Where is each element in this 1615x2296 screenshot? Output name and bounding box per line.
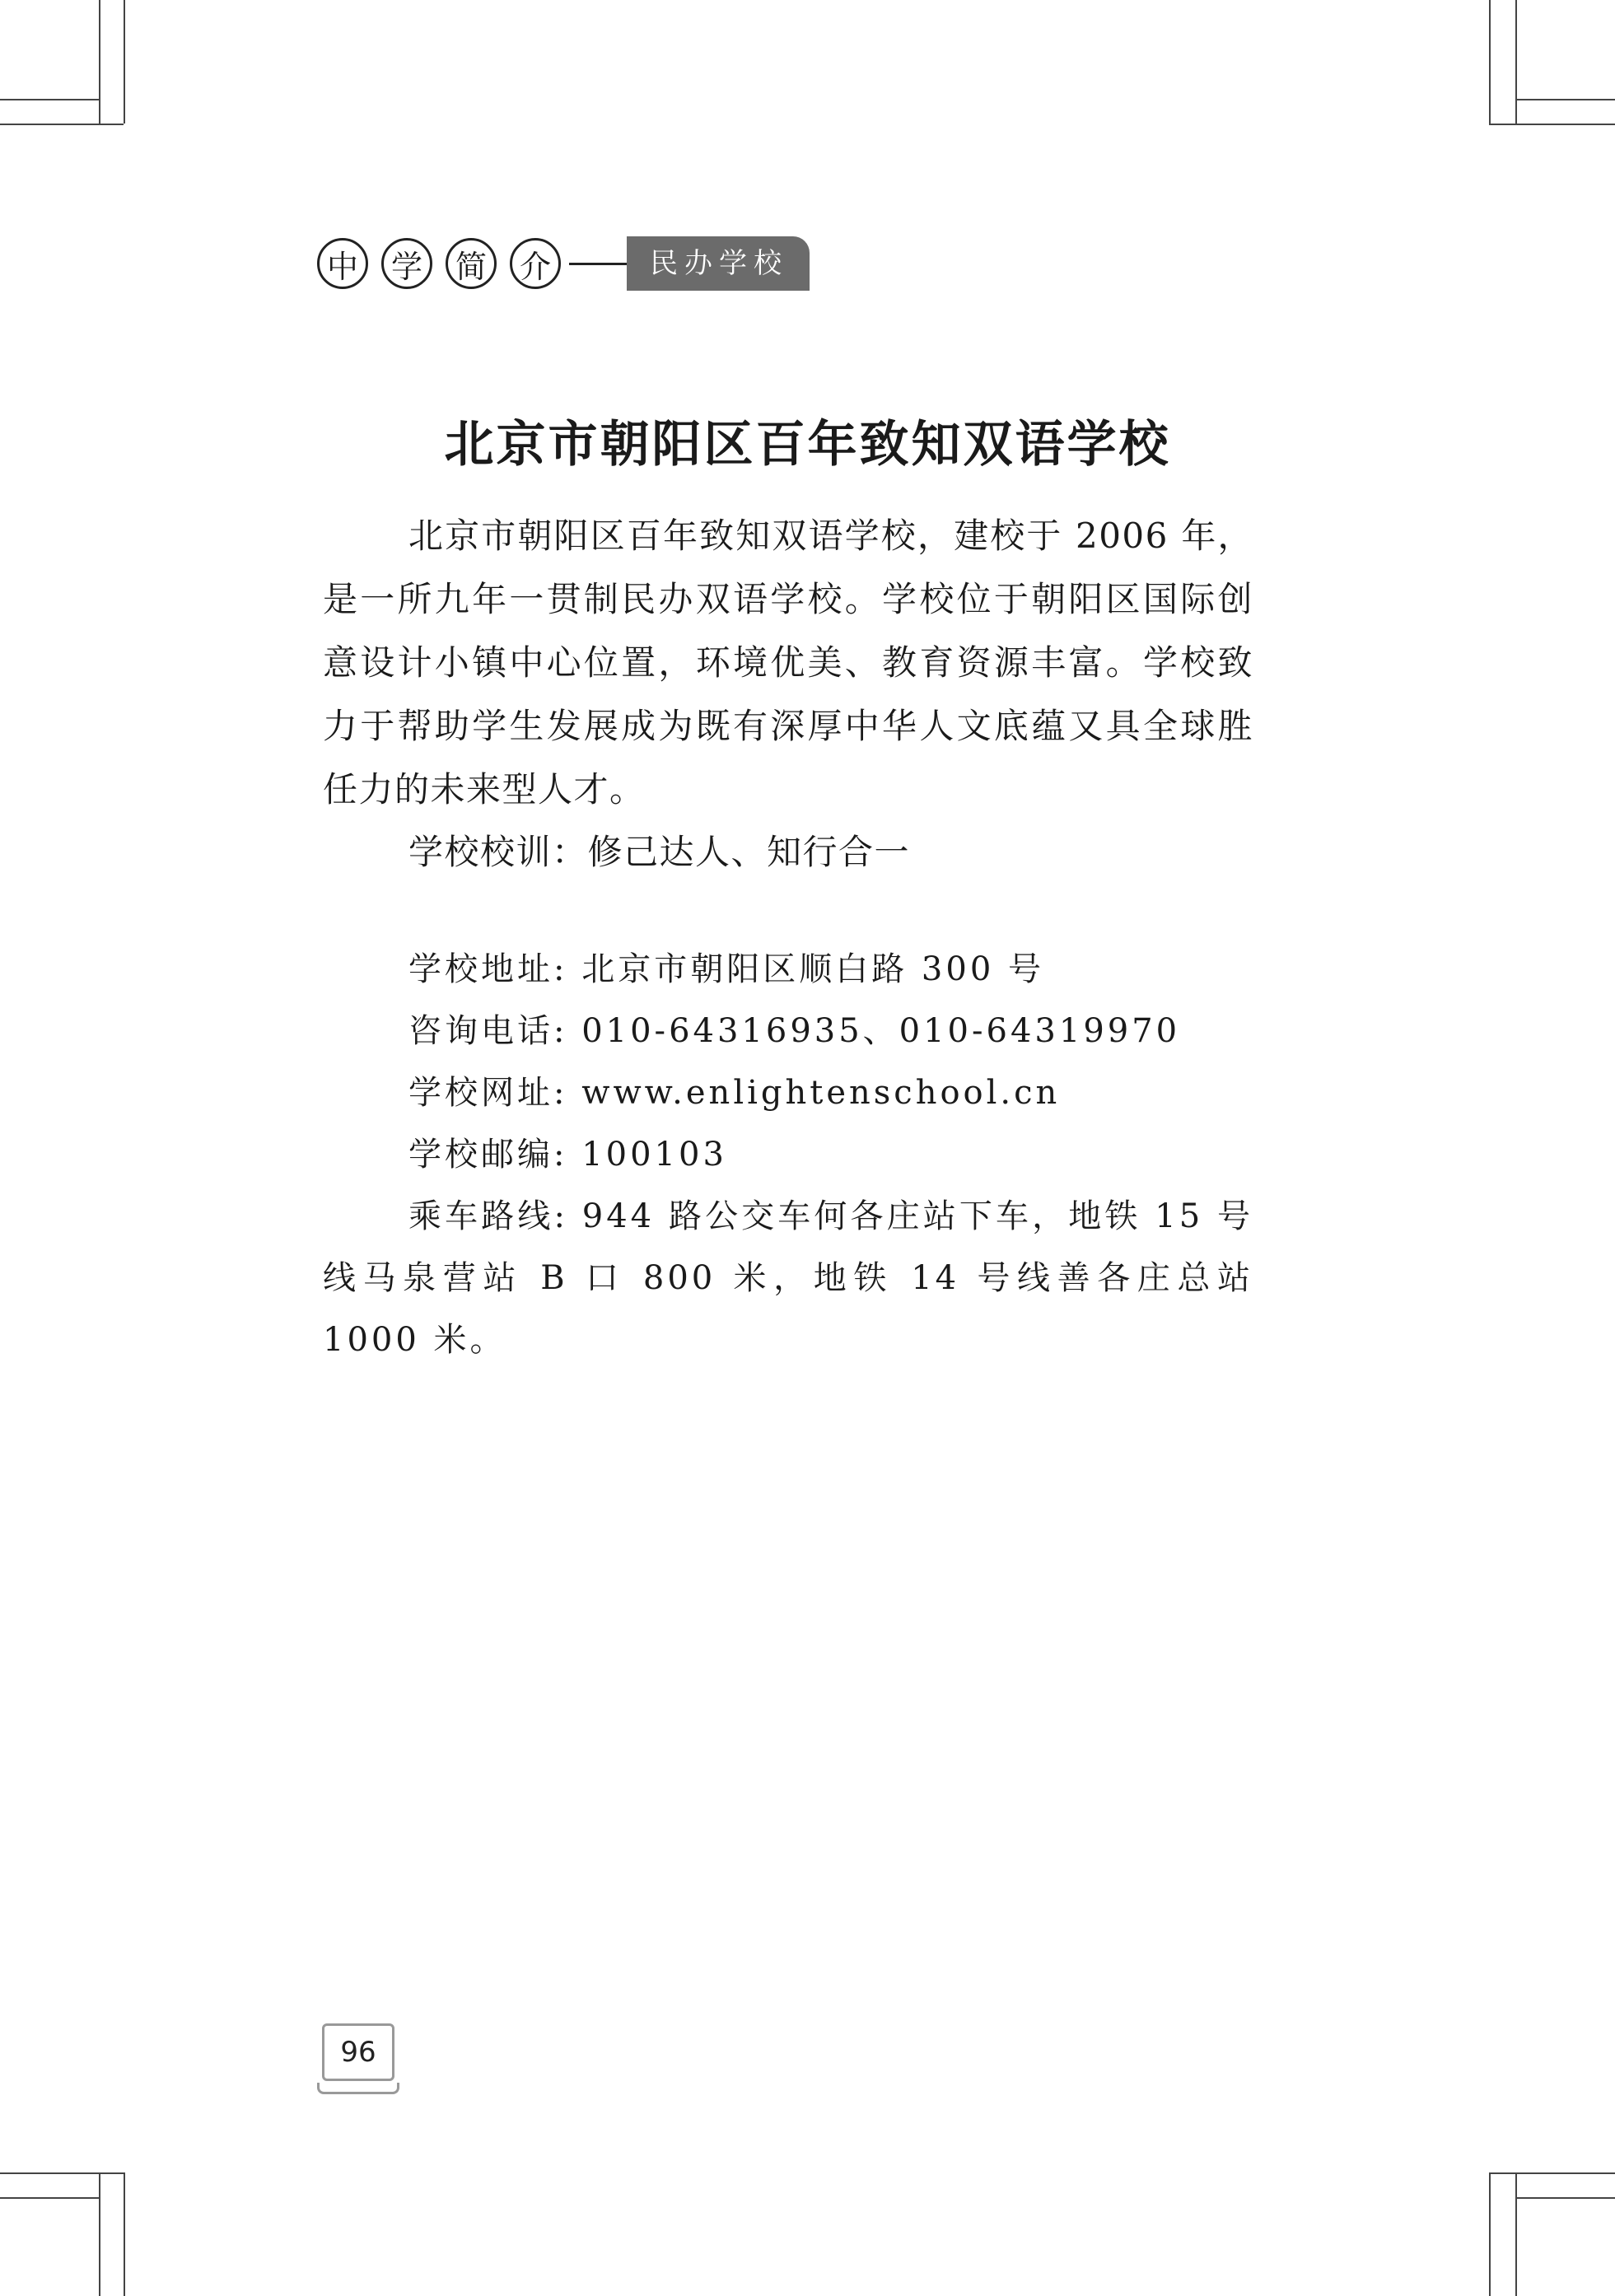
running-header bbox=[317, 234, 810, 293]
crop-mark bbox=[124, 0, 125, 124]
page-number: 96 bbox=[322, 2023, 394, 2081]
book-icon bbox=[317, 2083, 399, 2094]
crop-mark bbox=[1515, 99, 1615, 100]
crop-mark bbox=[0, 124, 124, 125]
crop-mark bbox=[99, 0, 100, 124]
postcode-row bbox=[323, 1124, 1253, 1186]
crop-mark bbox=[124, 2172, 125, 2296]
crop-mark bbox=[1489, 124, 1615, 125]
header-connector-line bbox=[569, 263, 627, 265]
page-title: 北京市朝阳区百年致知双语学校 bbox=[444, 416, 1171, 474]
school-motto: 学校校训：修己达人、知行合一 bbox=[408, 832, 911, 872]
phone-label: 咨询电话: bbox=[408, 1012, 568, 1050]
series-char: 简 bbox=[446, 238, 497, 289]
address-label: 学校地址: bbox=[408, 950, 568, 988]
crop-mark bbox=[1489, 2172, 1491, 2296]
postcode-label: 学校邮编: bbox=[408, 1136, 568, 1174]
address-value: 北京市朝阳区顺白路 300 号 bbox=[581, 950, 1044, 988]
crop-mark bbox=[1489, 0, 1491, 124]
intro-paragraph: 北京市朝阳区百年致知双语学校，建校于 2006 年，是一所九年一贯制民办双语学校。学校位于朝阳区国际创意设计小镇中心位置，环境优美、教育资源丰富。学校致力于帮助学生发展成为既有深厚中华人文底蕴又具全球胜任力的未来型人才。 bbox=[323, 516, 1253, 810]
address-row bbox=[323, 939, 1253, 1001]
category-tag: 民办学校 bbox=[627, 236, 810, 291]
series-char: 中 bbox=[317, 238, 368, 289]
postcode-value: 100103 bbox=[581, 1136, 727, 1174]
crop-mark bbox=[1515, 0, 1517, 124]
website-value: www.enlightenschool.cn bbox=[581, 1074, 1061, 1112]
route-value: 944 路公交车何各庄站下车，地铁 15 号线马泉营站 B 口 800 米，地铁 14 号线善各庄总站 1000 米。 bbox=[323, 1197, 1254, 1359]
crop-mark bbox=[99, 2172, 100, 2296]
crop-mark bbox=[1515, 2197, 1615, 2199]
crop-mark bbox=[0, 2197, 99, 2199]
route-label: 乘车路线: bbox=[408, 1197, 568, 1235]
series-char: 介 bbox=[510, 238, 561, 289]
page-number-badge bbox=[317, 2023, 399, 2096]
crop-mark bbox=[1489, 2172, 1615, 2174]
website-row bbox=[323, 1062, 1253, 1124]
school-info bbox=[323, 939, 1253, 1371]
route-row bbox=[323, 1186, 1253, 1371]
phone-value: 010-64316935、010-64319970 bbox=[581, 1012, 1181, 1050]
crop-mark bbox=[0, 2172, 124, 2174]
website-label: 学校网址: bbox=[408, 1074, 568, 1112]
series-char: 学 bbox=[381, 238, 432, 289]
phone-row bbox=[323, 1001, 1253, 1062]
crop-mark bbox=[1515, 2172, 1517, 2296]
crop-mark bbox=[0, 99, 99, 100]
